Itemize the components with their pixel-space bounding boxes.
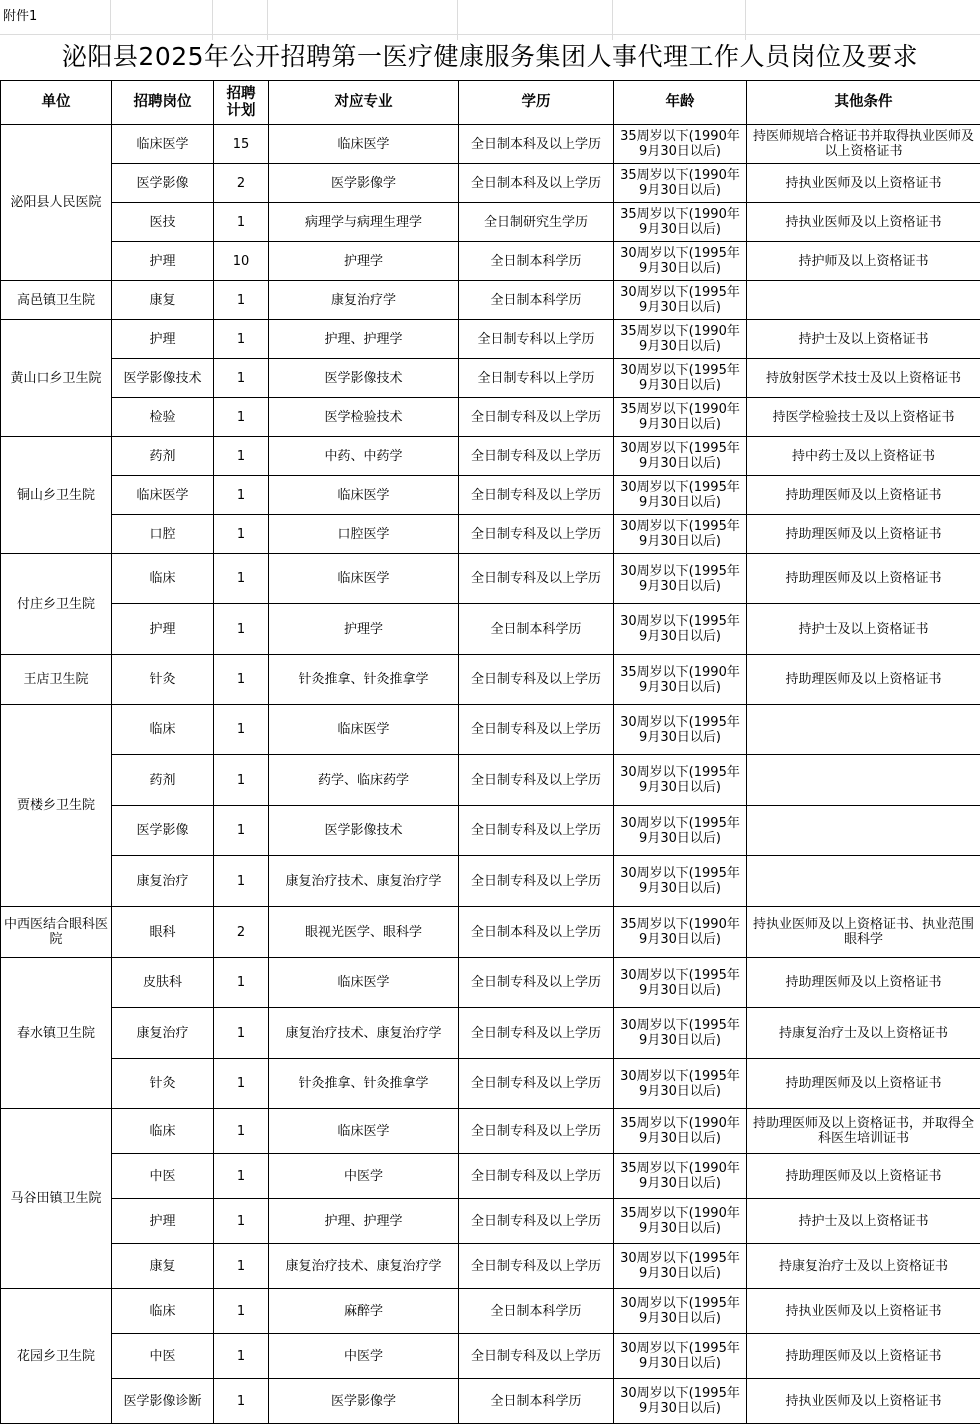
age-line: 9月30日以后) bbox=[639, 456, 721, 471]
unit-cell: 马谷田镇卫生院 bbox=[1, 1109, 112, 1289]
other-conditions-cell bbox=[747, 755, 980, 806]
table-row bbox=[1, 515, 980, 554]
plan-cell: 1 bbox=[214, 856, 269, 907]
plan-cell: 1 bbox=[214, 476, 269, 515]
age-line: 9月30日以后) bbox=[639, 417, 721, 432]
plan-cell: 1 bbox=[214, 806, 269, 856]
age-cell bbox=[614, 1244, 747, 1289]
major-cell: 医学影像技术 bbox=[269, 359, 459, 398]
position-cell: 医技 bbox=[112, 203, 214, 242]
age-line: 9月30日以后) bbox=[639, 300, 721, 315]
education-cell: 全日制专科及以上学历 bbox=[459, 755, 614, 806]
table-row bbox=[1, 655, 980, 705]
position-cell: 临床 bbox=[112, 1289, 214, 1334]
unit-cell: 付庄乡卫生院 bbox=[1, 554, 112, 655]
age-cell bbox=[614, 1154, 747, 1199]
unit-cell: 贾楼乡卫生院 bbox=[1, 705, 112, 907]
unit-cell: 王店卫生院 bbox=[1, 655, 112, 705]
age-line: 9月30日以后) bbox=[639, 629, 721, 644]
header-plan bbox=[214, 81, 269, 125]
age-line: 9月30日以后) bbox=[639, 144, 721, 159]
plan-cell: 2 bbox=[214, 907, 269, 958]
age-cell bbox=[614, 1334, 747, 1379]
major-cell: 中药、中药学 bbox=[269, 437, 459, 476]
major-cell: 病理学与病理生理学 bbox=[269, 203, 459, 242]
other-conditions-cell: 持助理医师及以上资格证书 bbox=[747, 476, 980, 515]
age-cell bbox=[614, 1059, 747, 1109]
unit-cell: 中西医结合眼科医院 bbox=[1, 907, 112, 958]
other-conditions-cell: 持执业医师及以上资格证书 bbox=[747, 1289, 980, 1334]
plan-cell: 1 bbox=[214, 1008, 269, 1059]
age-line: 9月30日以后) bbox=[639, 578, 721, 594]
age-cell bbox=[614, 203, 747, 242]
other-conditions-cell: 持助理医师及以上资格证书 bbox=[747, 655, 980, 705]
other-conditions-cell: 持助理医师及以上资格证书 bbox=[747, 515, 980, 554]
plan-cell: 1 bbox=[214, 1289, 269, 1334]
education-cell: 全日制专科及以上学历 bbox=[459, 476, 614, 515]
plan-cell: 1 bbox=[214, 655, 269, 705]
age-line: 35周岁以下(1990年 bbox=[620, 1116, 740, 1131]
age-line: 30周岁以下(1995年 bbox=[620, 519, 740, 534]
header-unit: 单位 bbox=[1, 81, 112, 125]
position-cell: 眼科 bbox=[112, 907, 214, 958]
major-cell: 中医学 bbox=[269, 1154, 459, 1199]
education-cell: 全日制专科及以上学历 bbox=[459, 1244, 614, 1289]
age-cell bbox=[614, 705, 747, 755]
age-line: 9月30日以后) bbox=[639, 1033, 721, 1048]
major-cell: 麻醉学 bbox=[269, 1289, 459, 1334]
position-cell: 护理 bbox=[112, 242, 214, 281]
age-line: 9月30日以后) bbox=[639, 1083, 721, 1099]
education-cell: 全日制研究生学历 bbox=[459, 203, 614, 242]
major-cell: 康复治疗学 bbox=[269, 281, 459, 320]
age-line: 35周岁以下(1990年 bbox=[620, 1161, 740, 1176]
other-conditions-cell: 持放射医学术技士及以上资格证书 bbox=[747, 359, 980, 398]
education-cell: 全日制本科及以上学历 bbox=[459, 125, 614, 164]
header-major: 对应专业 bbox=[269, 81, 459, 125]
other-conditions-cell: 持医学检验技士及以上资格证书 bbox=[747, 398, 980, 437]
age-line: 30周岁以下(1995年 bbox=[620, 285, 740, 300]
age-cell bbox=[614, 398, 747, 437]
table-row bbox=[1, 1334, 980, 1379]
age-cell bbox=[614, 359, 747, 398]
plan-cell: 1 bbox=[214, 958, 269, 1008]
table-row bbox=[1, 958, 980, 1008]
education-cell: 全日制专科及以上学历 bbox=[459, 437, 614, 476]
other-conditions-cell: 持护士及以上资格证书 bbox=[747, 320, 980, 359]
major-cell: 康复治疗技术、康复治疗学 bbox=[269, 1008, 459, 1059]
position-cell: 中医 bbox=[112, 1154, 214, 1199]
age-line: 35周岁以下(1990年 bbox=[620, 129, 740, 144]
table-row bbox=[1, 242, 980, 281]
position-cell: 护理 bbox=[112, 604, 214, 655]
table-row bbox=[1, 203, 980, 242]
position-cell: 护理 bbox=[112, 1199, 214, 1244]
age-cell bbox=[614, 125, 747, 164]
age-line: 30周岁以下(1995年 bbox=[620, 1068, 740, 1084]
age-line: 30周岁以下(1995年 bbox=[620, 765, 740, 780]
age-cell bbox=[614, 806, 747, 856]
other-conditions-cell bbox=[747, 806, 980, 856]
major-cell: 临床医学 bbox=[269, 705, 459, 755]
position-cell: 临床医学 bbox=[112, 476, 214, 515]
age-line: 9月30日以后) bbox=[639, 261, 721, 276]
table-row bbox=[1, 554, 980, 604]
table-body bbox=[1, 125, 980, 1424]
position-cell: 药剂 bbox=[112, 755, 214, 806]
unit-cell: 泌阳县人民医院 bbox=[1, 125, 112, 281]
table-row bbox=[1, 359, 980, 398]
plan-cell: 1 bbox=[214, 515, 269, 554]
table-row bbox=[1, 1289, 980, 1334]
header-row bbox=[1, 81, 980, 125]
education-cell: 全日制专科及以上学历 bbox=[459, 1199, 614, 1244]
position-cell: 医学影像 bbox=[112, 806, 214, 856]
position-cell: 康复 bbox=[112, 281, 214, 320]
age-line: 30周岁以下(1995年 bbox=[620, 714, 740, 730]
other-conditions-cell bbox=[747, 281, 980, 320]
education-cell: 全日制专科及以上学历 bbox=[459, 856, 614, 907]
table-row bbox=[1, 907, 980, 958]
age-cell bbox=[614, 437, 747, 476]
age-line: 9月30日以后) bbox=[639, 1266, 721, 1281]
other-conditions-cell: 持助理医师及以上资格证书 bbox=[747, 1154, 980, 1199]
major-cell: 医学检验技术 bbox=[269, 398, 459, 437]
age-line: 9月30日以后) bbox=[639, 729, 721, 745]
position-cell: 药剂 bbox=[112, 437, 214, 476]
other-conditions-cell: 持助理医师及以上资格证书 bbox=[747, 554, 980, 604]
age-line: 30周岁以下(1995年 bbox=[620, 441, 740, 456]
other-conditions-cell: 持康复治疗士及以上资格证书 bbox=[747, 1008, 980, 1059]
age-cell bbox=[614, 1109, 747, 1154]
education-cell: 全日制专科及以上学历 bbox=[459, 655, 614, 705]
major-cell: 护理学 bbox=[269, 604, 459, 655]
age-cell bbox=[614, 164, 747, 203]
spreadsheet-gridlines bbox=[0, 0, 980, 40]
age-cell bbox=[614, 755, 747, 806]
age-line: 9月30日以后) bbox=[639, 222, 721, 237]
education-cell: 全日制专科及以上学历 bbox=[459, 1059, 614, 1109]
plan-cell: 1 bbox=[214, 604, 269, 655]
other-conditions-cell: 持助理医师及以上资格证书，并取得全科医生培训证书 bbox=[747, 1109, 980, 1154]
major-cell: 医学影像技术 bbox=[269, 806, 459, 856]
table-row bbox=[1, 1244, 980, 1289]
header-other: 其他条件 bbox=[747, 81, 980, 125]
position-cell: 医学影像诊断 bbox=[112, 1379, 214, 1424]
other-conditions-cell: 持康复治疗士及以上资格证书 bbox=[747, 1244, 980, 1289]
age-line: 9月30日以后) bbox=[639, 1176, 721, 1191]
table-row bbox=[1, 164, 980, 203]
age-cell bbox=[614, 604, 747, 655]
age-cell bbox=[614, 242, 747, 281]
plan-cell: 15 bbox=[214, 125, 269, 164]
position-cell: 口腔 bbox=[112, 515, 214, 554]
age-cell bbox=[614, 1289, 747, 1334]
age-line: 9月30日以后) bbox=[639, 339, 721, 354]
age-line: 9月30日以后) bbox=[639, 780, 721, 795]
age-line: 9月30日以后) bbox=[639, 1131, 721, 1146]
education-cell: 全日制专科及以上学历 bbox=[459, 958, 614, 1008]
position-cell: 护理 bbox=[112, 320, 214, 359]
table-row bbox=[1, 755, 980, 806]
age-line: 30周岁以下(1995年 bbox=[620, 967, 740, 983]
plan-cell: 1 bbox=[214, 705, 269, 755]
position-cell: 皮肤科 bbox=[112, 958, 214, 1008]
education-cell: 全日制本科学历 bbox=[459, 242, 614, 281]
plan-cell: 1 bbox=[214, 1199, 269, 1244]
position-cell: 康复治疗 bbox=[112, 1008, 214, 1059]
header-position: 招聘岗位 bbox=[112, 81, 214, 125]
plan-cell: 1 bbox=[214, 755, 269, 806]
header-plan-line1: 招聘 bbox=[226, 85, 256, 102]
other-conditions-cell: 持护士及以上资格证书 bbox=[747, 1199, 980, 1244]
position-cell: 医学影像 bbox=[112, 164, 214, 203]
education-cell: 全日制专科及以上学历 bbox=[459, 554, 614, 604]
table-row bbox=[1, 1059, 980, 1109]
other-conditions-cell: 持护士及以上资格证书 bbox=[747, 604, 980, 655]
major-cell: 护理、护理学 bbox=[269, 1199, 459, 1244]
major-cell: 口腔医学 bbox=[269, 515, 459, 554]
age-line: 9月30日以后) bbox=[639, 1356, 721, 1371]
plan-cell: 1 bbox=[214, 554, 269, 604]
plan-cell: 1 bbox=[214, 203, 269, 242]
table-row bbox=[1, 476, 980, 515]
table-row bbox=[1, 125, 980, 164]
unit-cell: 花园乡卫生院 bbox=[1, 1289, 112, 1424]
age-line: 30周岁以下(1995年 bbox=[620, 1018, 740, 1033]
table-row bbox=[1, 856, 980, 907]
age-cell bbox=[614, 907, 747, 958]
education-cell: 全日制专科以上学历 bbox=[459, 359, 614, 398]
age-line: 30周岁以下(1995年 bbox=[620, 1386, 740, 1401]
other-conditions-cell: 持助理医师及以上资格证书 bbox=[747, 1059, 980, 1109]
position-cell: 针灸 bbox=[112, 655, 214, 705]
age-line: 9月30日以后) bbox=[639, 378, 721, 393]
other-conditions-cell: 持执业医师及以上资格证书 bbox=[747, 203, 980, 242]
other-conditions-cell: 持中药士及以上资格证书 bbox=[747, 437, 980, 476]
attachment-label: 附件1 bbox=[3, 9, 38, 24]
education-cell: 全日制专科及以上学历 bbox=[459, 1008, 614, 1059]
education-cell: 全日制专科以上学历 bbox=[459, 320, 614, 359]
age-line: 35周岁以下(1990年 bbox=[620, 168, 740, 183]
education-cell: 全日制专科及以上学历 bbox=[459, 1154, 614, 1199]
table-row bbox=[1, 398, 980, 437]
plan-cell: 1 bbox=[214, 1059, 269, 1109]
age-line: 9月30日以后) bbox=[639, 982, 721, 998]
position-cell: 中医 bbox=[112, 1334, 214, 1379]
major-cell: 护理学 bbox=[269, 242, 459, 281]
table-row bbox=[1, 1109, 980, 1154]
unit-cell: 高邑镇卫生院 bbox=[1, 281, 112, 320]
gridline bbox=[0, 34, 980, 35]
major-cell: 临床医学 bbox=[269, 554, 459, 604]
table-row bbox=[1, 1154, 980, 1199]
major-cell: 临床医学 bbox=[269, 958, 459, 1008]
education-cell: 全日制本科学历 bbox=[459, 1379, 614, 1424]
age-cell bbox=[614, 1008, 747, 1059]
major-cell: 针灸推拿、针灸推拿学 bbox=[269, 655, 459, 705]
table-row bbox=[1, 1379, 980, 1424]
table-row bbox=[1, 437, 980, 476]
plan-cell: 1 bbox=[214, 281, 269, 320]
age-line: 9月30日以后) bbox=[639, 1401, 721, 1416]
age-line: 9月30日以后) bbox=[639, 881, 721, 896]
age-line: 30周岁以下(1995年 bbox=[620, 480, 740, 495]
age-line: 30周岁以下(1995年 bbox=[620, 815, 740, 831]
age-line: 30周岁以下(1995年 bbox=[620, 363, 740, 378]
plan-cell: 1 bbox=[214, 437, 269, 476]
plan-cell: 1 bbox=[214, 398, 269, 437]
age-cell bbox=[614, 281, 747, 320]
position-cell: 检验 bbox=[112, 398, 214, 437]
major-cell: 眼视光医学、眼科学 bbox=[269, 907, 459, 958]
age-line: 35周岁以下(1990年 bbox=[620, 324, 740, 339]
age-line: 9月30日以后) bbox=[639, 679, 721, 695]
education-cell: 全日制专科及以上学历 bbox=[459, 515, 614, 554]
position-cell: 临床 bbox=[112, 705, 214, 755]
header-age: 年龄 bbox=[614, 81, 747, 125]
position-cell: 医学影像技术 bbox=[112, 359, 214, 398]
education-cell: 全日制本科及以上学历 bbox=[459, 164, 614, 203]
header-education: 学历 bbox=[459, 81, 614, 125]
age-line: 9月30日以后) bbox=[639, 1311, 721, 1326]
education-cell: 全日制本科学历 bbox=[459, 604, 614, 655]
plan-cell: 1 bbox=[214, 1154, 269, 1199]
age-cell bbox=[614, 554, 747, 604]
major-cell: 康复治疗技术、康复治疗学 bbox=[269, 856, 459, 907]
position-cell: 康复 bbox=[112, 1244, 214, 1289]
major-cell: 针灸推拿、针灸推拿学 bbox=[269, 1059, 459, 1109]
other-conditions-cell: 持执业医师及以上资格证书 bbox=[747, 164, 980, 203]
age-line: 35周岁以下(1990年 bbox=[620, 664, 740, 680]
education-cell: 全日制专科及以上学历 bbox=[459, 806, 614, 856]
major-cell: 护理、护理学 bbox=[269, 320, 459, 359]
other-conditions-cell: 持助理医师及以上资格证书 bbox=[747, 1334, 980, 1379]
major-cell: 中医学 bbox=[269, 1334, 459, 1379]
major-cell: 医学影像学 bbox=[269, 164, 459, 203]
age-line: 30周岁以下(1995年 bbox=[620, 1251, 740, 1266]
education-cell: 全日制专科及以上学历 bbox=[459, 1334, 614, 1379]
age-line: 30周岁以下(1995年 bbox=[620, 1341, 740, 1356]
major-cell: 临床医学 bbox=[269, 125, 459, 164]
age-line: 35周岁以下(1990年 bbox=[620, 207, 740, 222]
age-cell bbox=[614, 515, 747, 554]
major-cell: 康复治疗技术、康复治疗学 bbox=[269, 1244, 459, 1289]
table-row bbox=[1, 806, 980, 856]
age-line: 35周岁以下(1990年 bbox=[620, 917, 740, 932]
unit-cell: 铜山乡卫生院 bbox=[1, 437, 112, 554]
age-line: 30周岁以下(1995年 bbox=[620, 614, 740, 629]
page-title: 泌阳县2025年公开招聘第一医疗健康服务集团人事代理工作人员岗位及要求 bbox=[61, 42, 919, 71]
age-line: 30周岁以下(1995年 bbox=[620, 246, 740, 261]
education-cell: 全日制本科学历 bbox=[459, 281, 614, 320]
education-cell: 全日制本科及以上学历 bbox=[459, 907, 614, 958]
age-cell bbox=[614, 1199, 747, 1244]
other-conditions-cell bbox=[747, 705, 980, 755]
age-line: 9月30日以后) bbox=[639, 932, 721, 947]
table-row bbox=[1, 281, 980, 320]
position-cell: 针灸 bbox=[112, 1059, 214, 1109]
age-cell bbox=[614, 856, 747, 907]
education-cell: 全日制专科及以上学历 bbox=[459, 1109, 614, 1154]
positions-table bbox=[0, 80, 980, 1424]
plan-cell: 1 bbox=[214, 1334, 269, 1379]
age-line: 30周岁以下(1995年 bbox=[620, 563, 740, 579]
table-row bbox=[1, 1008, 980, 1059]
age-cell bbox=[614, 655, 747, 705]
age-line: 9月30日以后) bbox=[639, 1221, 721, 1236]
other-conditions-cell: 持执业医师及以上资格证书、执业范围眼科学 bbox=[747, 907, 980, 958]
table-row bbox=[1, 705, 980, 755]
plan-cell: 2 bbox=[214, 164, 269, 203]
education-cell: 全日制专科及以上学历 bbox=[459, 705, 614, 755]
position-cell: 临床医学 bbox=[112, 125, 214, 164]
age-cell bbox=[614, 320, 747, 359]
education-cell: 全日制本科学历 bbox=[459, 1289, 614, 1334]
major-cell: 临床医学 bbox=[269, 1109, 459, 1154]
position-cell: 康复治疗 bbox=[112, 856, 214, 907]
major-cell: 药学、临床药学 bbox=[269, 755, 459, 806]
position-cell: 临床 bbox=[112, 554, 214, 604]
plan-cell: 1 bbox=[214, 1379, 269, 1424]
other-conditions-cell bbox=[747, 856, 980, 907]
major-cell: 临床医学 bbox=[269, 476, 459, 515]
age-line: 9月30日以后) bbox=[639, 495, 721, 510]
header-plan-line2: 计划 bbox=[226, 102, 256, 119]
table-row bbox=[1, 320, 980, 359]
age-cell bbox=[614, 476, 747, 515]
age-line: 35周岁以下(1990年 bbox=[620, 402, 740, 417]
unit-cell: 春水镇卫生院 bbox=[1, 958, 112, 1109]
plan-cell: 1 bbox=[214, 359, 269, 398]
education-cell: 全日制专科及以上学历 bbox=[459, 398, 614, 437]
age-line: 9月30日以后) bbox=[639, 183, 721, 198]
position-cell: 临床 bbox=[112, 1109, 214, 1154]
age-line: 30周岁以下(1995年 bbox=[620, 1296, 740, 1311]
plan-cell: 1 bbox=[214, 1109, 269, 1154]
age-cell bbox=[614, 1379, 747, 1424]
other-conditions-cell: 持护师及以上资格证书 bbox=[747, 242, 980, 281]
table-row bbox=[1, 604, 980, 655]
plan-cell: 10 bbox=[214, 242, 269, 281]
age-line: 9月30日以后) bbox=[639, 534, 721, 549]
plan-cell: 1 bbox=[214, 1244, 269, 1289]
plan-cell: 1 bbox=[214, 320, 269, 359]
unit-cell: 黄山口乡卫生院 bbox=[1, 320, 112, 437]
other-conditions-cell: 持医师规培合格证书并取得执业医师及以上资格证书 bbox=[747, 125, 980, 164]
age-cell bbox=[614, 958, 747, 1008]
age-line: 9月30日以后) bbox=[639, 830, 721, 846]
major-cell: 医学影像学 bbox=[269, 1379, 459, 1424]
table-row bbox=[1, 1199, 980, 1244]
age-line: 30周岁以下(1995年 bbox=[620, 866, 740, 881]
age-line: 35周岁以下(1990年 bbox=[620, 1206, 740, 1221]
other-conditions-cell: 持助理医师及以上资格证书 bbox=[747, 958, 980, 1008]
other-conditions-cell: 持执业医师及以上资格证书 bbox=[747, 1379, 980, 1424]
